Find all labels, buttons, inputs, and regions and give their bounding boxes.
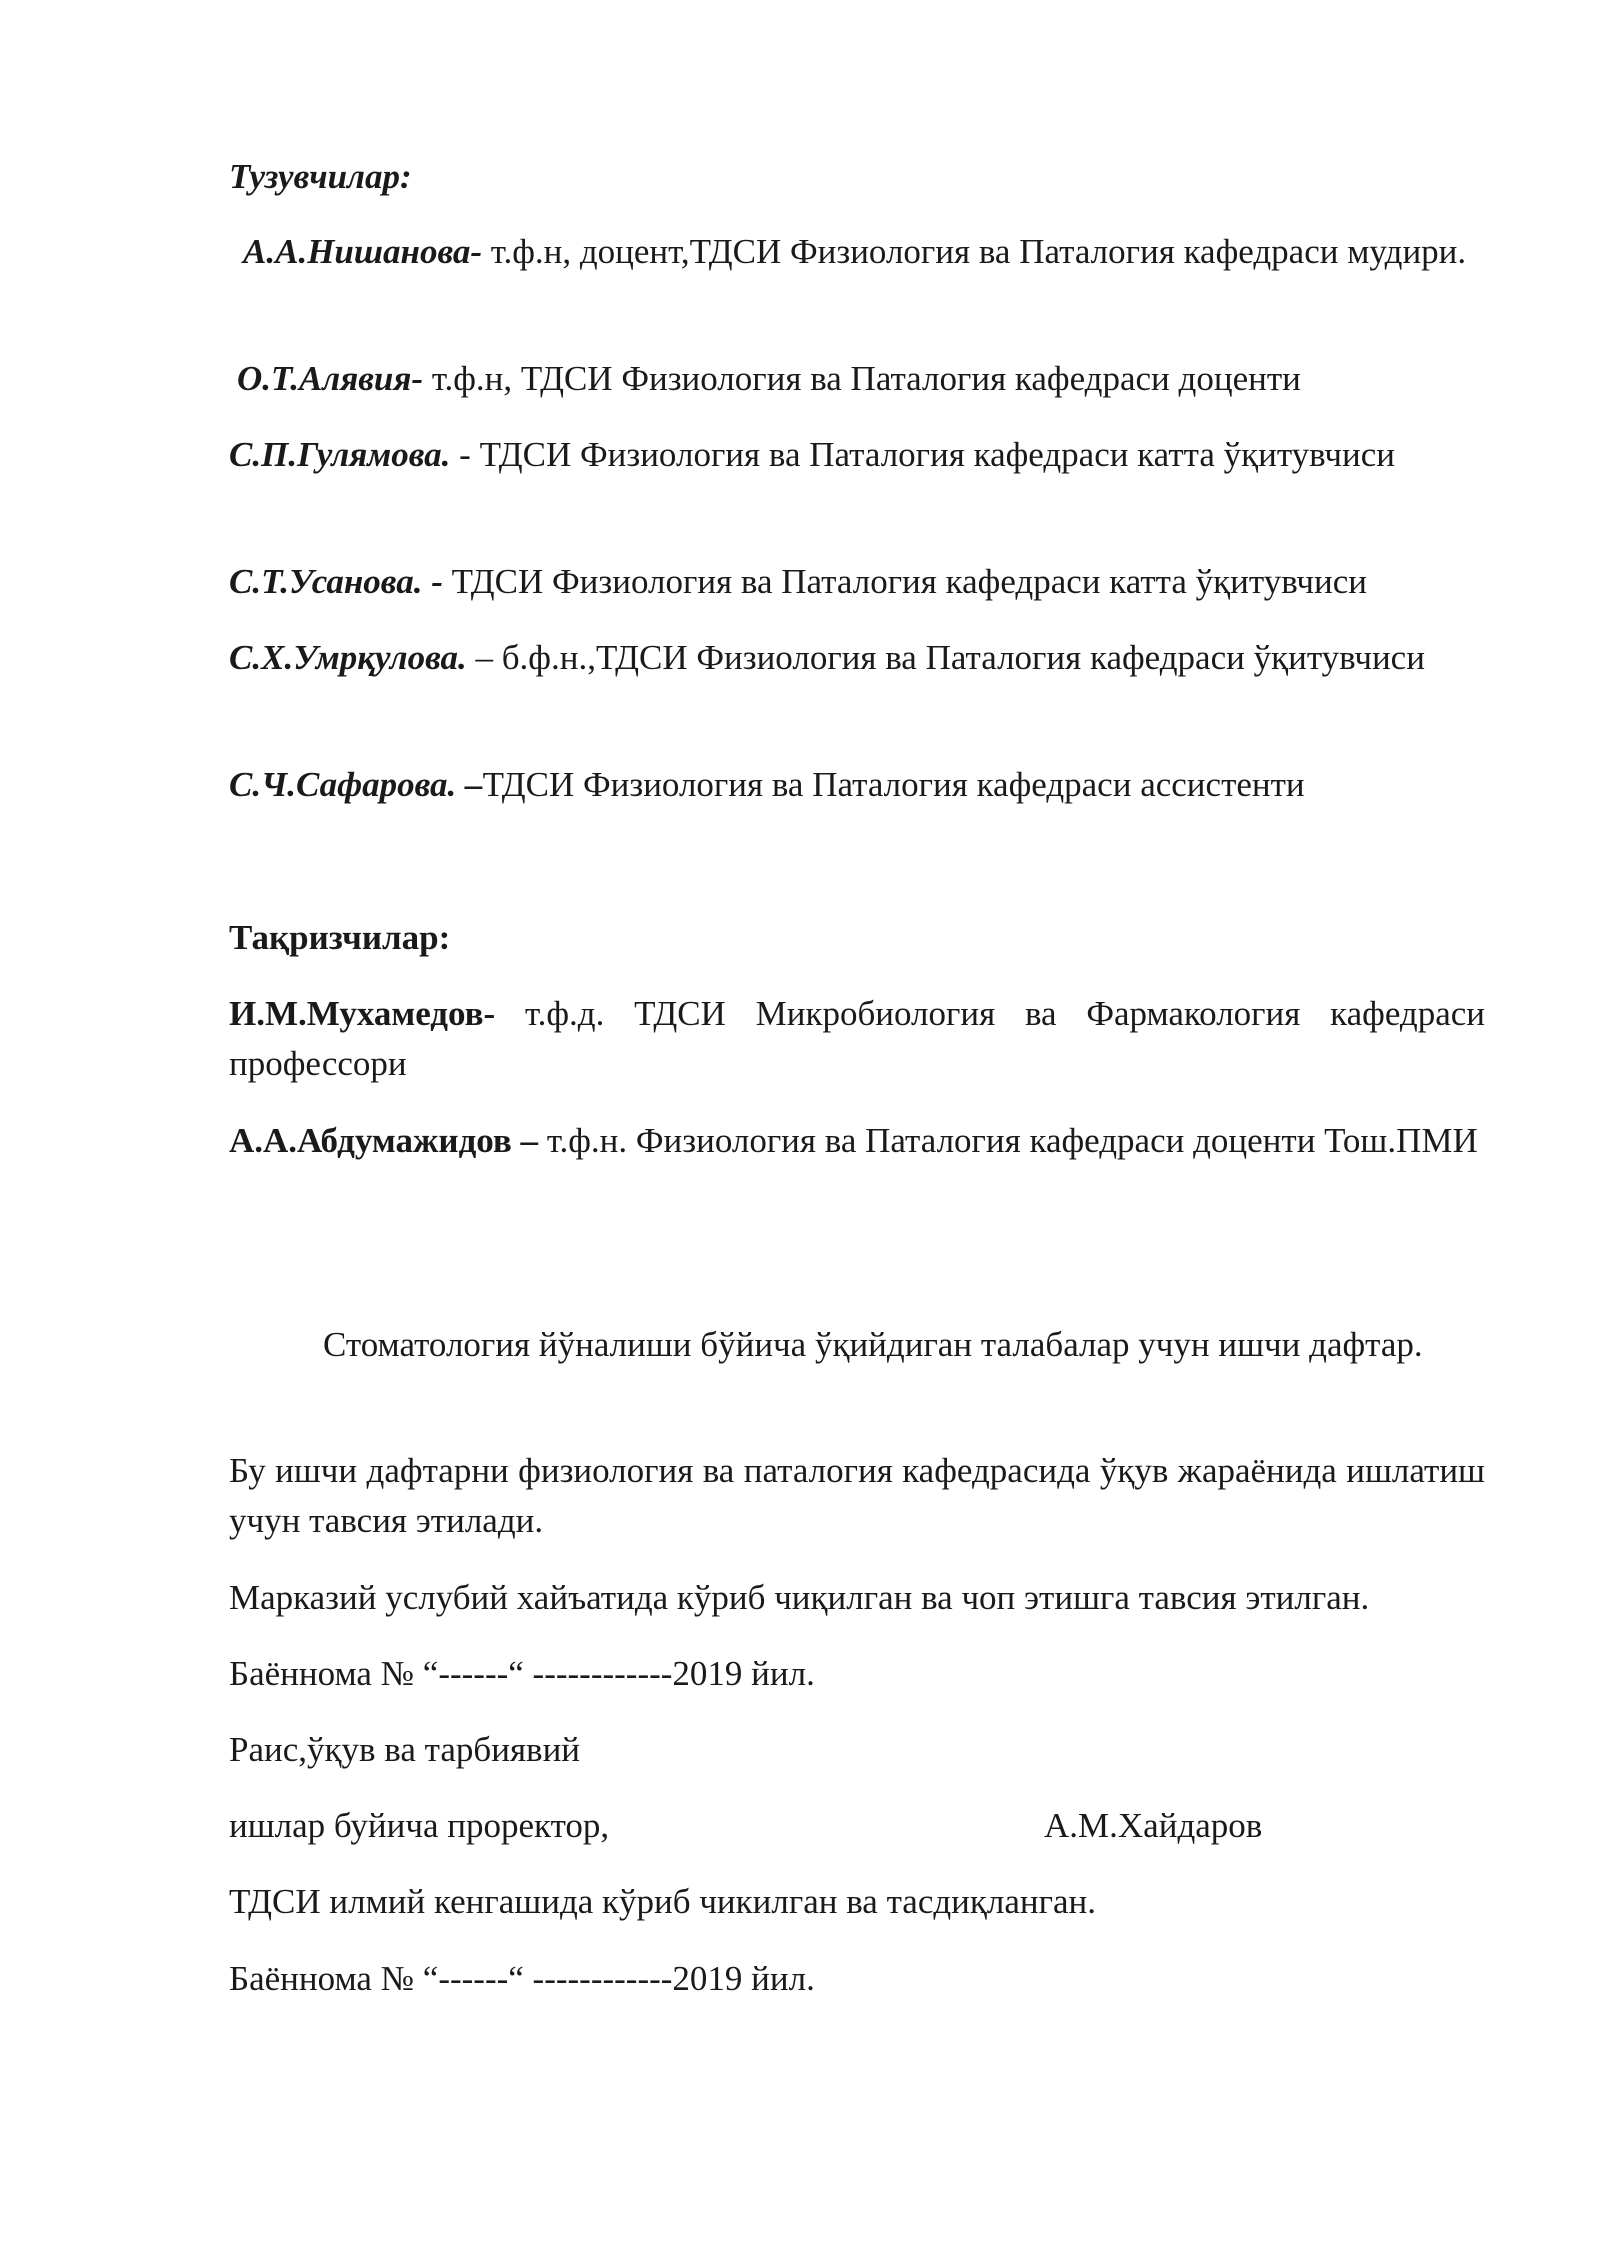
reviewer-description: т.ф.н. Физиология ва Паталогия кафедраси доценти Тош.ПМИ bbox=[538, 1121, 1478, 1160]
compiler-description: т.ф.н, доцент,ТДСИ Физиология ва Паталогия кафедраси мудири. bbox=[482, 232, 1467, 271]
chair-signature-name: А.М.Хайдаров bbox=[1044, 1806, 1263, 1845]
compiler-entry bbox=[229, 633, 1485, 683]
reviewers-heading: Тақризчилар: bbox=[229, 918, 451, 957]
compiler-entry bbox=[229, 760, 1485, 810]
compiler-name: О.Т.Алявия- bbox=[237, 359, 424, 398]
compiler-entry bbox=[229, 557, 1485, 607]
protocol-line: Баённома № “------“ ------------2019 йил. bbox=[229, 1654, 815, 1693]
chair-title-line: ишлар буйича проректор, bbox=[229, 1806, 610, 1845]
scientific-council-paragraph: ТДСИ илмий кенгашида кўриб чикилган ва тасдиқланган. bbox=[229, 1882, 1097, 1921]
chair-title-line: Раис,ўқув ва тарбиявий bbox=[229, 1730, 581, 1769]
compiler-name: А.А.Нишанова- bbox=[243, 232, 483, 271]
protocol-line: Баённома № “------“ ------------2019 йил. bbox=[229, 1959, 815, 1998]
compilers-heading: Тузувчилар: bbox=[229, 157, 412, 196]
compiler-entry bbox=[229, 430, 1485, 480]
compiler-name: С.П.Гулямова. bbox=[229, 435, 451, 474]
compiler-entry bbox=[229, 227, 1499, 277]
compiler-entry bbox=[229, 354, 1493, 404]
compiler-name: С.Ч.Сафарова. – bbox=[229, 765, 483, 804]
reviewer-entry bbox=[229, 989, 1485, 1089]
compiler-description: - ТДСИ Физиология ва Паталогия кафедраси катта ўқитувчиси bbox=[450, 435, 1395, 474]
compiler-name: С.Т.Усанова. - bbox=[229, 562, 443, 601]
central-council-paragraph: Марказий услубий хайъатида кўриб чиқилган ва чоп этишга тавсия этилган. bbox=[229, 1578, 1370, 1617]
reviewer-name: И.М.Мухамедов- bbox=[229, 994, 496, 1033]
compiler-description: т.ф.н, ТДСИ Физиология ва Паталогия кафедраси доценти bbox=[423, 359, 1301, 398]
compiler-description: – б.ф.н.,ТДСИ Физиология ва Паталогия кафедраси ўқитувчиси bbox=[466, 638, 1425, 677]
reviewer-entry bbox=[229, 1116, 1485, 1166]
signature-row bbox=[229, 1801, 1485, 1851]
intro-paragraph: Стоматология йўналиши бўйича ўқийдиган талабалар учун ишчи дафтар. bbox=[323, 1325, 1423, 1364]
compiler-description: ТДСИ Физиология ва Паталогия кафедраси ассистенти bbox=[482, 765, 1305, 804]
recommendation-paragraph: Бу ишчи дафтарни физиология ва паталогия кафедрасида ўқув жараёнида ишлатиш учун тавсия этилади. bbox=[229, 1451, 1485, 1540]
reviewer-description: т.ф.д. ТДСИ Микробиология ва Фармакология кафедраси профессори bbox=[229, 994, 1485, 1083]
reviewer-name: А.А.Абдумажидов – bbox=[229, 1121, 539, 1160]
compiler-name: С.Х.Умрқулова. bbox=[229, 638, 467, 677]
compiler-description: ТДСИ Физиология ва Паталогия кафедраси катта ўқитувчиси bbox=[442, 562, 1368, 601]
